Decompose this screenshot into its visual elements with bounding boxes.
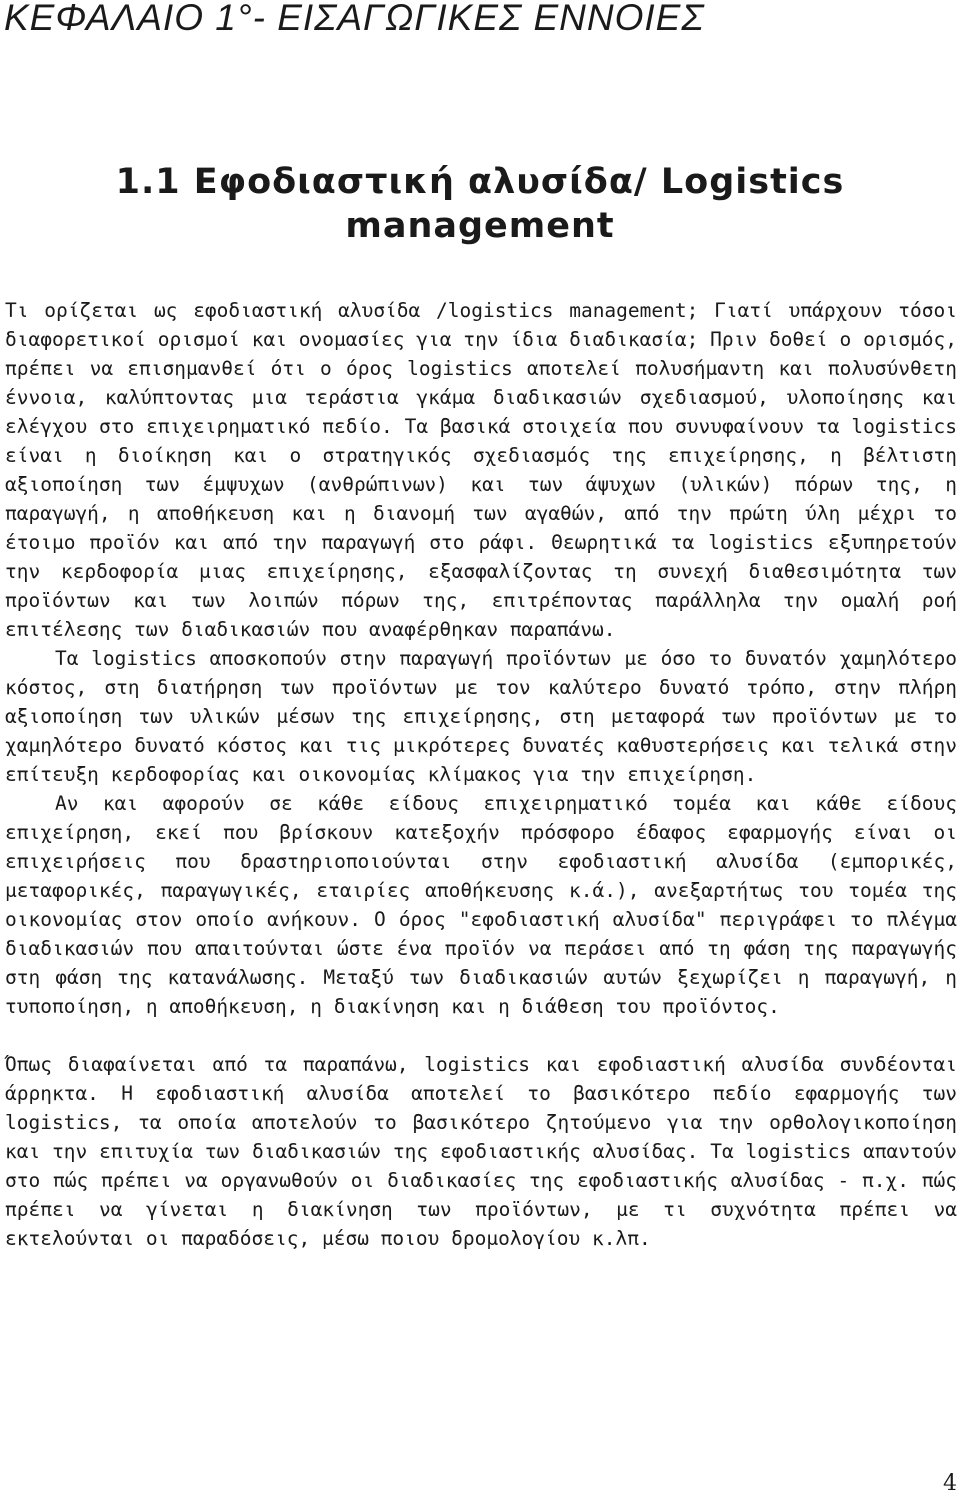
paragraph: Τα logistics αποσκοπούν στην παραγωγή προϊόντων με όσο το δυνατόν χαμηλότερο κόστος, στη διατήρηση των προϊόντων με τον καλύτερο δυνατό τρόπο, στην πλήρη αξιοποίηση των υλικών μέσων της επιχείρησης, στη μεταφορά των προϊόντων με το χαμηλότερο δυνατό κόστος και τις μικρότερες δυνατές καθυστερήσεις και τελικά στην επίτευξη κερδοφορίας και οικονομίας κλίμακος για την επιχείρηση. [5,647,957,786]
paragraph: Αν και αφορούν σε κάθε είδους επιχειρηματικό τομέα και κάθε είδους επιχείρηση, εκεί που βρίσκουν κατεξοχήν πρόσφορο έδαφος εφαρμογής είναι οι επιχειρήσεις που δραστηριοποιούνται στην εφοδιαστική αλυσίδα (εμπορικές, μεταφορικές, παραγωγικές, εταιρίες αποθήκευσης κ.ά.), ανεξαρτήτως του τομέα της οικονομίας στον οποίο ανήκουν. Ο όρος "εφοδιαστική αλυσίδα" περιγράφει το πλέγμα διαδικασιών που απαιτούνται ώστε ένα προϊόν να περάσει από τη φάση της παραγωγής στη φάση της κατανάλωσης. Μεταξύ των διαδικασιών αυτών ξεχωρίζει η παραγωγή, η τυποποίηση, η αποθήκευση, η διακίνηση και η διάθεση του προϊόντος. [5,792,957,1018]
paragraph: Όπως διαφαίνεται από τα παραπάνω, logistics και εφοδιαστική αλυσίδα συνδέονται άρρηκτα. Η εφοδιαστική αλυσίδα αποτελεί το βασικότερο πεδίο εφαρμογής των logistics, τα οποία αποτελούν το βασικότερο ζητούμενο για την ορθολογικοποίηση και την επιτυχία των διαδικασιών της εφοδιαστικής αλυσίδας. Τα logistics απαντούν στο πώς πρέπει να οργανωθούν οι διαδικασίες της εφοδιαστικής αλυσίδας - π.χ. πώς πρέπει να γίνεται η διακίνηση των προϊόντων, με τι συχνότητα πρέπει να εκτελούνται οι παραδόσεις, μέσω ποιου δρομολογίου κ.λπ. [5,1053,957,1250]
body-text [5,296,957,1253]
chapter-title: ΚΕΦΑΛΑΙΟ 1°- ΕΙΣΑΓΩΓΙΚΕΣ ΕΝΝΟΙΕΣ [4,0,705,38]
page-number: 4 [943,1471,957,1496]
section-title: 1.1 Εφοδιαστική αλυσίδα/ Logistics management [115,162,845,246]
paragraph: Τι ορίζεται ως εφοδιαστική αλυσίδα /logistics management; Γιατί υπάρχουν τόσοι διαφορετικοί ορισμοί και ονομασίες για την ίδια διαδικασία; Πριν δοθεί ο ορισμός, πρέπει να επισημανθεί ότι ο όρος logistics αποτελεί πολυσήμαντη και πολυσύνθετη έννοια, καλύπτοντας μια τεράστια γκάμα διαδικασιών σχεδιασμού, υλοποίησης και ελέγχου στο επιχειρηματικό πεδίο. Τα βασικά στοιχεία που συνυφαίνουν τα logistics είναι η διοίκηση και ο στρατηγικός σχεδιασμός της επιχείρησης, η βέλτιστη αξιοποίηση των έμψυχων (ανθρώπινων) και των άψυχων (υλικών) πόρων της, η παραγωγή, η αποθήκευση και η διανομή των αγαθών, από την πρώτη ύλη μέχρι το έτοιμο προϊόν και από την παραγωγή στο ράφι. Θεωρητικά τα logistics εξυπηρετούν την κερδοφορία μιας επιχείρησης, εξασφαλίζοντας τη συνεχή διαθεσιμότητα των προϊόντων και των λοιπών πόρων της, επιτρέποντας παράλληλα την ομαλή ροή επιτέλεσης των διαδικασιών που αναφέρθηκαν παραπάνω. [5,299,957,641]
